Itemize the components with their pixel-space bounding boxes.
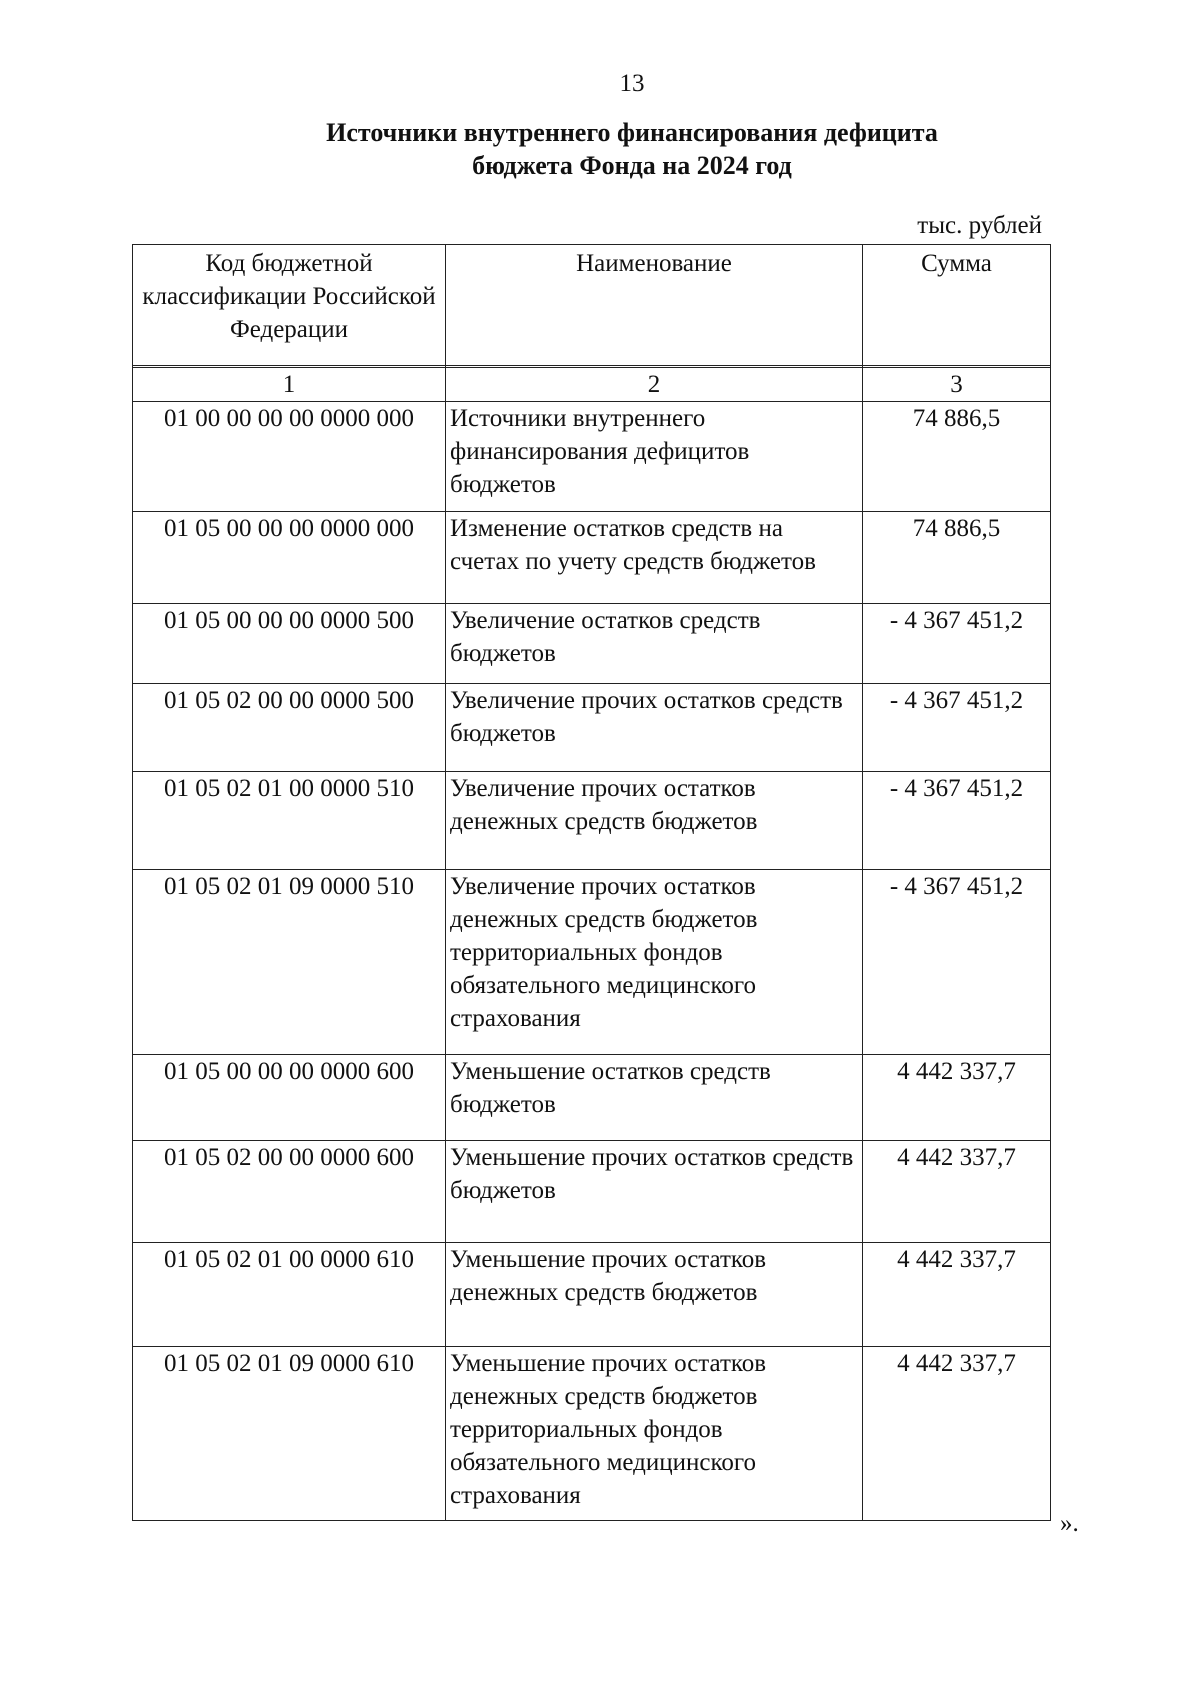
row-code: 01 05 00 00 00 0000 500 <box>133 604 446 684</box>
row-code: 01 05 02 01 00 0000 510 <box>133 772 446 870</box>
row-name: Уменьшение прочих остатков денежных средств бюджетов <box>446 1243 863 1347</box>
row-sum: - 4 367 451,2 <box>863 604 1051 684</box>
header-sum: Сумма <box>863 245 1051 366</box>
row-name: Увеличение остатков средств бюджетов <box>446 604 863 684</box>
row-code: 01 05 00 00 00 0000 000 <box>133 512 446 604</box>
row-name: Источники внутреннего финансирования дефицитов бюджетов <box>446 402 863 512</box>
table-row <box>133 1141 1051 1243</box>
table-row <box>133 1055 1051 1141</box>
row-name: Увеличение прочих остатков денежных средств бюджетов <box>446 772 863 870</box>
column-number-3: 3 <box>863 368 1051 402</box>
column-number-row <box>133 368 1051 402</box>
row-code: 01 05 02 01 00 0000 610 <box>133 1243 446 1347</box>
table-row <box>133 402 1051 512</box>
row-sum: 4 442 337,7 <box>863 1243 1051 1347</box>
row-name: Уменьшение прочих остатков средств бюджетов <box>446 1141 863 1243</box>
table-row <box>133 1243 1051 1347</box>
row-code: 01 05 02 01 09 0000 610 <box>133 1347 446 1521</box>
row-name: Увеличение прочих остатков средств бюджетов <box>446 684 863 772</box>
row-name: Увеличение прочих остатков денежных средств бюджетов территориальных фондов обязательного медицинского страхования <box>446 870 863 1055</box>
row-code: 01 05 02 00 00 0000 500 <box>133 684 446 772</box>
table-row <box>133 772 1051 870</box>
table-row <box>133 684 1051 772</box>
row-sum: 74 886,5 <box>863 402 1051 512</box>
row-name: Уменьшение прочих остатков денежных средств бюджетов территориальных фондов обязательного медицинского страхования <box>446 1347 863 1521</box>
document-title <box>0 116 1200 182</box>
table-row <box>133 1347 1051 1521</box>
title-line-2: бюджета Фонда на 2024 год <box>472 151 792 180</box>
table-row <box>133 604 1051 684</box>
title-line-1: Источники внутреннего финансирования дефицита <box>326 118 938 147</box>
table-header-row <box>133 245 1051 366</box>
row-code: 01 05 02 01 09 0000 510 <box>133 870 446 1055</box>
row-sum: 4 442 337,7 <box>863 1347 1051 1521</box>
units-label: тыс. рублей <box>917 212 1042 239</box>
column-number-1: 1 <box>133 368 446 402</box>
budget-sources-table <box>132 244 1051 1521</box>
column-number-2: 2 <box>446 368 863 402</box>
row-name: Изменение остатков средств на счетах по учету средств бюджетов <box>446 512 863 604</box>
page-number: 13 <box>619 70 645 97</box>
row-sum: - 4 367 451,2 <box>863 772 1051 870</box>
header-name: Наименование <box>446 245 863 366</box>
row-sum: - 4 367 451,2 <box>863 684 1051 772</box>
row-name: Уменьшение остатков средств бюджетов <box>446 1055 863 1141</box>
row-sum: 4 442 337,7 <box>863 1141 1051 1243</box>
table-row <box>133 870 1051 1055</box>
header-code: Код бюджетной классификации Российской Федерации <box>133 245 446 366</box>
row-sum: 4 442 337,7 <box>863 1055 1051 1141</box>
row-code: 01 05 02 00 00 0000 600 <box>133 1141 446 1243</box>
row-sum: - 4 367 451,2 <box>863 870 1051 1055</box>
closing-quote: ». <box>1060 1510 1079 1537</box>
row-sum: 74 886,5 <box>863 512 1051 604</box>
row-code: 01 05 00 00 00 0000 600 <box>133 1055 446 1141</box>
table-row <box>133 512 1051 604</box>
row-code: 01 00 00 00 00 0000 000 <box>133 402 446 512</box>
